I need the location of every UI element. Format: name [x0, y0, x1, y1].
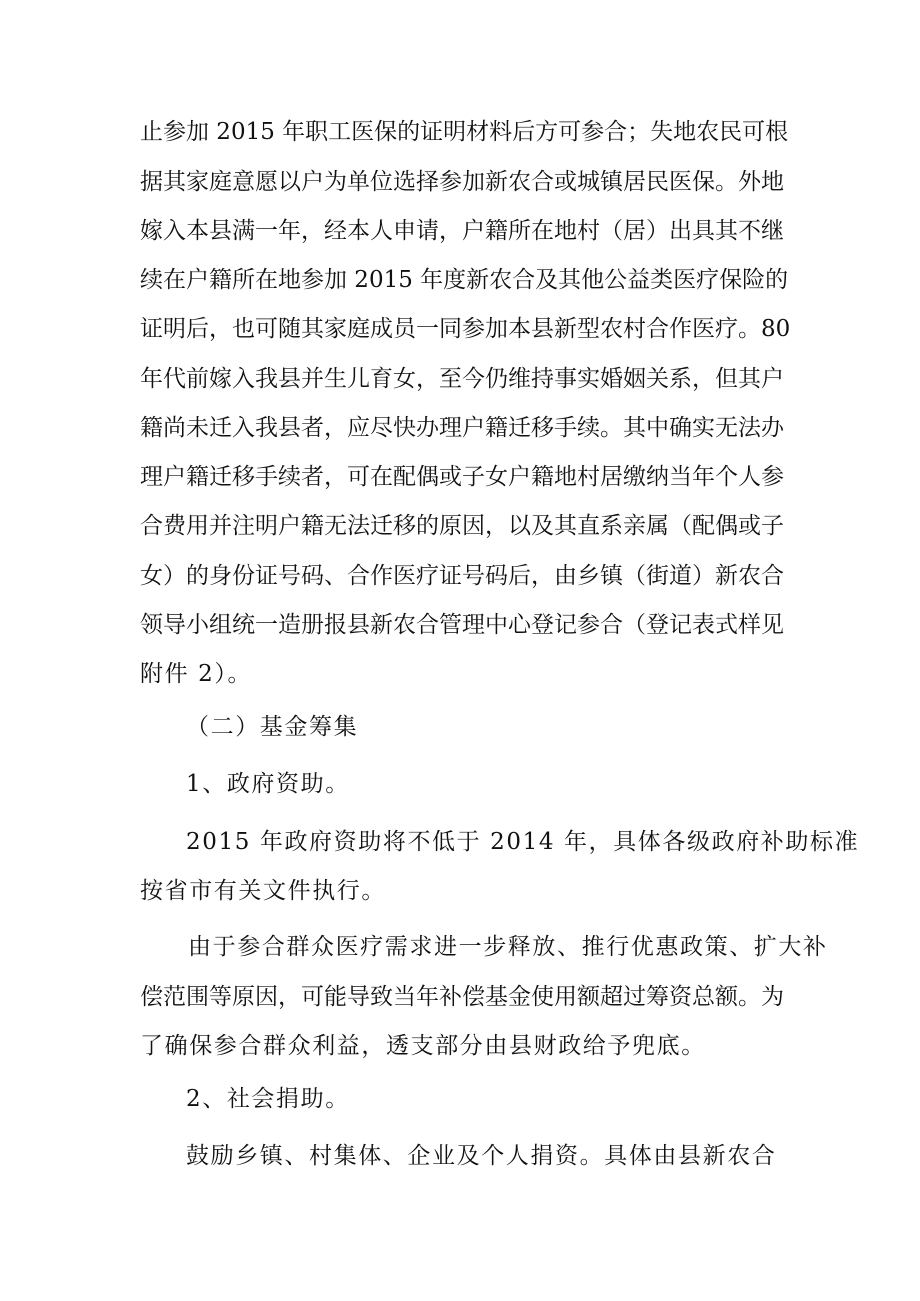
paragraph4-line-1: 鼓励乡镇、村集体、企业及个人捐资。具体由县新农合	[186, 1143, 777, 1169]
paragraph1-line-8: 理户籍迁移手续者，可在配偶或子女户籍地村居缴纳当年个人参	[140, 464, 784, 490]
item2-heading: 2、社会捐助。	[186, 1086, 350, 1112]
paragraph3-line-1: 由于参合群众医疗需求进一步释放、推行优惠政策、扩大补	[188, 934, 828, 960]
paragraph1-line-4: 续在户籍所在地参加 2015 年度新农合及其他公益类医疗保险的	[140, 267, 789, 293]
paragraph3-line-3: 了确保参合群众利益，透支部分由县财政给予兜底。	[140, 1033, 706, 1059]
paragraph1-line-12: 附件 2）。	[140, 661, 253, 687]
paragraph1-line-10: 女）的身份证号码、合作医疗证号码后，由乡镇（街道）新农合	[140, 563, 784, 589]
paragraph1-line-7: 籍尚未迁入我县者，应尽快办理户籍迁移手续。其中确实无法办	[140, 415, 784, 441]
paragraph3-line-2: 偿范围等原因，可能导致当年补偿基金使用额超过筹资总额。为	[140, 984, 784, 1010]
paragraph2-line-2: 按省市有关文件执行。	[140, 878, 386, 904]
paragraph1-line-11: 领导小组统一造册报县新农合管理中心登记参合（登记表式样见	[140, 612, 784, 638]
section-heading: （二）基金筹集	[186, 714, 359, 740]
item1-heading: 1、政府资助。	[186, 771, 350, 797]
paragraph1-line-6: 年代前嫁入我县并生儿育女，至今仍维持事实婚姻关系，但其户	[140, 366, 784, 392]
paragraph1-line-5: 证明后，也可随其家庭成员一同参加本县新型农村合作医疗。80	[140, 316, 791, 342]
paragraph1-line-2: 据其家庭意愿以户为单位选择参加新农合或城镇居民医保。外地	[140, 169, 784, 195]
paragraph1-line-3: 嫁入本县满一年，经本人申请，户籍所在地村（居）出具其不继	[140, 218, 784, 244]
paragraph1-line-9: 合费用并注明户籍无法迁移的原因，以及其直系亲属（配偶或子	[140, 513, 784, 539]
paragraph2-line-1: 2015 年政府资助将不低于 2014 年，具体各级政府补助标准	[186, 829, 860, 855]
paragraph1-line-1: 止参加 2015 年职工医保的证明材料后方可参合；失地农民可根	[140, 119, 789, 145]
